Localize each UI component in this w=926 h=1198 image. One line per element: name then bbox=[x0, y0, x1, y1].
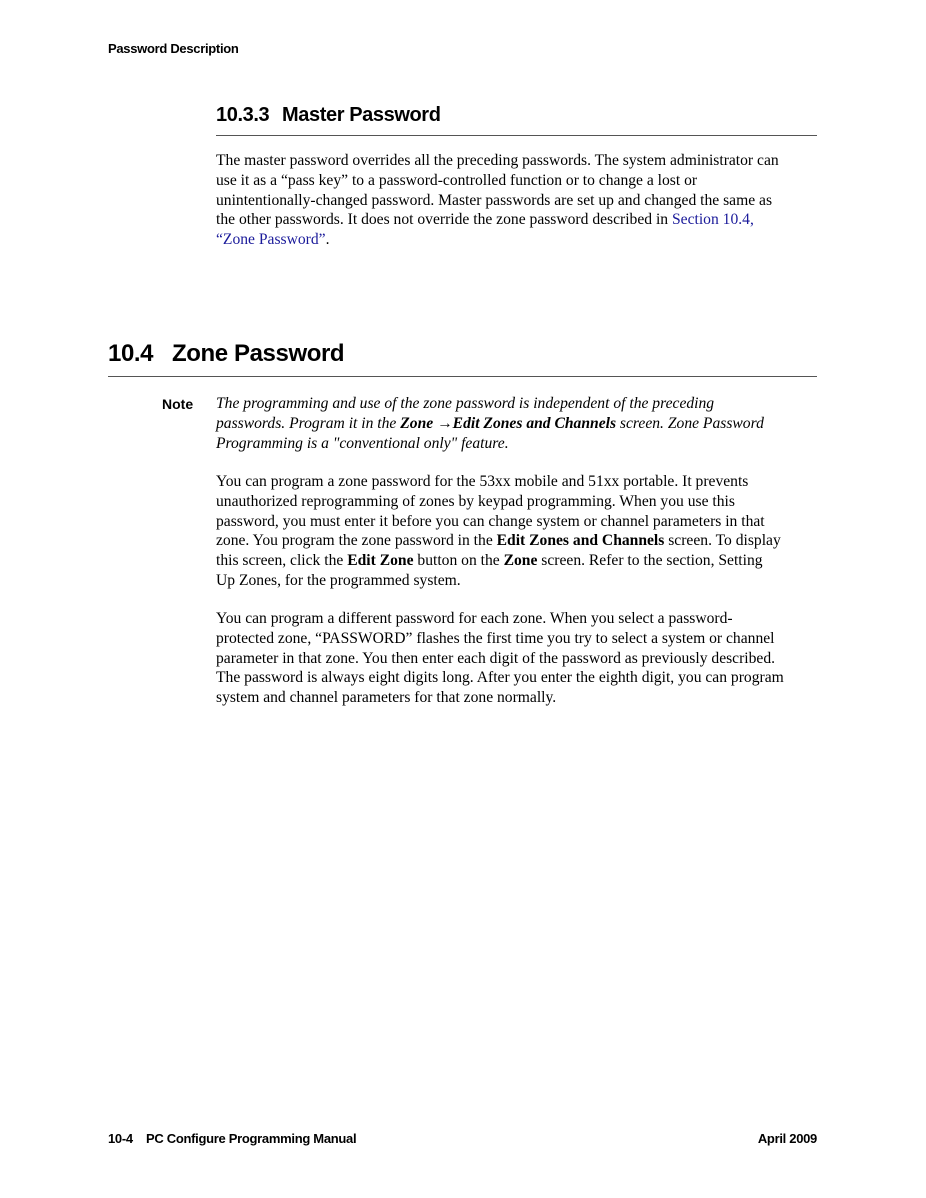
text-line: The programming and use of the zone password is independent of the preceding bbox=[216, 395, 715, 412]
manual-title: PC Configure Programming Manual bbox=[146, 1131, 357, 1146]
note-label: Note bbox=[162, 396, 194, 412]
text-line: use it as a “pass key” to a password-controlled function or to change a lost or bbox=[216, 171, 698, 189]
text-line: You can program a different password for each zone. When you select a password- bbox=[216, 610, 733, 627]
text-line: system and channel parameters for that zone normally. bbox=[216, 689, 557, 707]
text-line: unauthorized reprogramming of zones by keypad programming. When you use this bbox=[216, 492, 735, 510]
text-line: Programming is a "conventional only" feature. bbox=[216, 434, 509, 452]
text-line: parameter in that zone. You then enter each digit of the password as previously described. bbox=[216, 649, 776, 667]
note-text bbox=[216, 394, 826, 453]
section-link-continued[interactable]: “Zone Password” bbox=[216, 231, 326, 249]
section-number: 10.4 bbox=[108, 340, 154, 367]
text-segment: button on the bbox=[413, 552, 504, 570]
page-number: 10-4 bbox=[108, 1131, 133, 1146]
screen-name: Zone bbox=[503, 552, 538, 570]
text-line: the other passwords. It does not override the zone password described in bbox=[216, 211, 672, 229]
text-line: You can program a zone password for the 53xx mobile and 51xx portable. It prevents bbox=[216, 473, 749, 490]
text-segment: this screen, click the bbox=[216, 552, 348, 570]
publication-date: April 2009 bbox=[757, 1131, 817, 1146]
heading-rule bbox=[216, 135, 817, 136]
menu-path: Zone →Edit Zones and Channels bbox=[400, 414, 617, 432]
screen-name: Edit Zones and Channels bbox=[496, 532, 665, 550]
heading-rule bbox=[108, 376, 817, 377]
text-line: protected zone, “PASSWORD” flashes the first time you try to select a system or channel bbox=[216, 629, 775, 647]
button-name: Edit Zone bbox=[347, 552, 414, 570]
section-heading-10-3-3 bbox=[216, 104, 441, 127]
text-line: The password is always eight digits long. After you enter the eighth digit, you can program bbox=[216, 669, 784, 687]
running-header: Password Description bbox=[108, 41, 239, 56]
section-title: Master Password bbox=[282, 104, 441, 126]
section-title: Zone Password bbox=[172, 340, 345, 367]
text-line: Up Zones, for the programmed system. bbox=[216, 571, 461, 589]
text-segment: screen. To display bbox=[664, 532, 781, 550]
section-link[interactable]: Section 10.4, bbox=[672, 211, 754, 229]
text-segment: zone. You program the zone password in the bbox=[216, 532, 497, 550]
text-segment: passwords. Program it in the bbox=[216, 414, 401, 432]
zone-password-paragraph-2 bbox=[216, 609, 826, 708]
text-line: The master password overrides all the preceding passwords. The system administrator can bbox=[216, 152, 779, 169]
section-number: 10.3.3 bbox=[216, 104, 270, 126]
text-segment: screen. Zone Password bbox=[616, 414, 764, 432]
text-line: unintentionally-changed password. Master passwords are set up and changed the same as bbox=[216, 191, 773, 209]
section-heading-10-4 bbox=[108, 340, 344, 368]
master-password-paragraph bbox=[216, 151, 826, 250]
text-segment: screen. Refer to the section, Setting bbox=[537, 552, 763, 570]
period: . bbox=[325, 231, 330, 249]
zone-password-paragraph-1 bbox=[216, 472, 826, 591]
text-line: password, you must enter it before you can change system or channel parameters in that bbox=[216, 512, 765, 530]
